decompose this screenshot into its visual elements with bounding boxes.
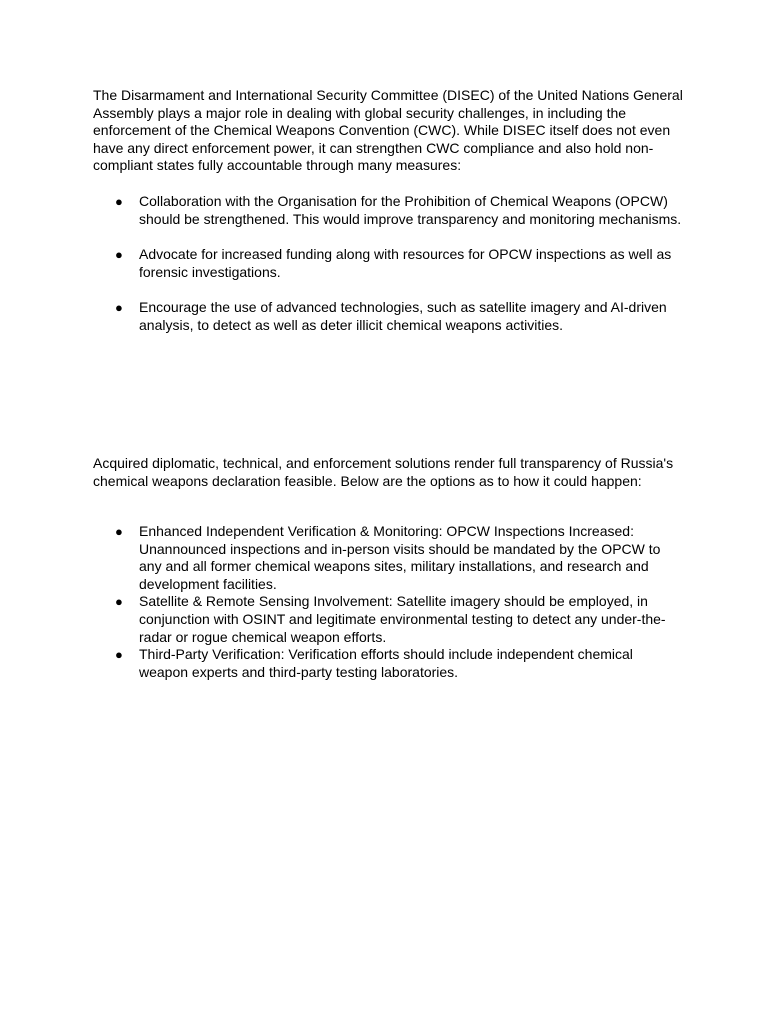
bullet-icon: ●: [115, 647, 123, 663]
list-item: [93, 593, 683, 646]
list-item-text: Encourage the use of advanced technologies, such as satellite imagery and AI-driven analysis, to detect as well as deter illicit chemical weapons activities.: [139, 299, 667, 333]
list-item: [93, 299, 683, 334]
disec-measures-list: [93, 193, 683, 353]
transparency-options-list: [93, 523, 683, 681]
bullet-icon: ●: [115, 194, 123, 209]
intro-paragraph-transparency: Acquired diplomatic, technical, and enforcement solutions render full transparency of Russia's chemical weapons declaration feasible. Below are the options as to how it could happen:: [93, 455, 674, 489]
list-item-text: Third-Party Verification: Verification efforts should include independent chemical weapon experts and third-party testing laboratories.: [139, 646, 633, 680]
list-item-text: Enhanced Independent Verification & Monitoring: OPCW Inspections Increased: Unannounced inspections and in-person visits should be mandated by the OPCW to any and all former chemical weapons sites, military installations, and research and development facilities.: [139, 523, 661, 592]
list-item: [93, 523, 683, 593]
list-item: [93, 646, 683, 681]
list-item-text: Advocate for increased funding along with resources for OPCW inspections as well as forensic investigations.: [139, 246, 672, 280]
bullet-icon: ●: [115, 247, 123, 263]
list-item: [93, 193, 683, 228]
list-item-text: Collaboration with the Organisation for the Prohibition of Chemical Weapons (OPCW) should be strengthened. This would improve transparency and monitoring mechanisms.: [139, 193, 682, 227]
list-item: [93, 246, 683, 281]
bullet-icon: ●: [115, 300, 123, 316]
bullet-icon: ●: [115, 524, 123, 539]
bullet-icon: ●: [115, 594, 123, 610]
intro-paragraph-disec: The Disarmament and International Security Committee (DISEC) of the United Nations General Assembly plays a major role in dealing with global security challenges, in including the enforcement of the Chemical Weapons Convention (CWC). While DISEC itself does not even have any direct enforcement power, it can strengthen CWC compliance and also hold non-compliant states fully accountable through many measures:: [93, 87, 683, 174]
list-item-text: Satellite & Remote Sensing Involvement: Satellite imagery should be employed, in conjunction with OSINT and legitimate environmental testing to detect any under-the-radar or rogue chemical weapon efforts.: [139, 593, 666, 645]
